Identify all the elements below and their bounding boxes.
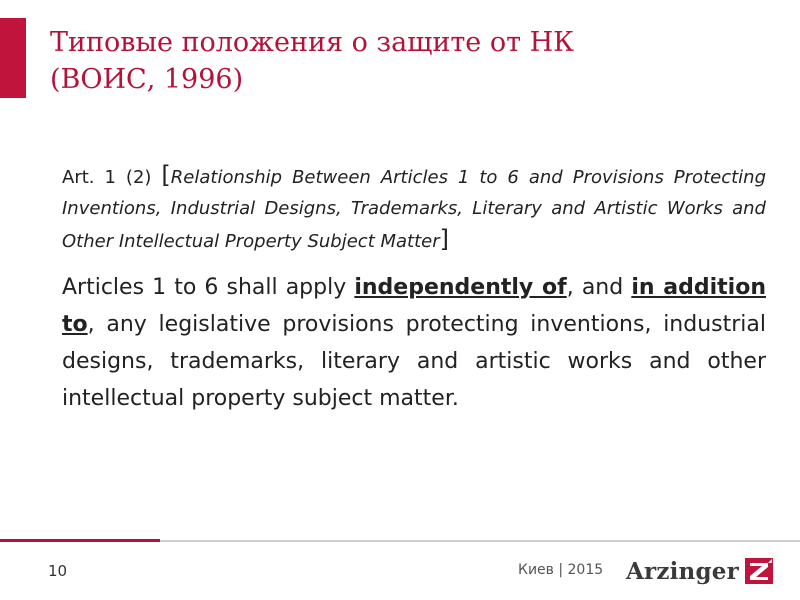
body-text-3: , any legislative provisions protecting inventions, industrial designs, trademarks, literary and artistic works and other intellectual property subject matter. — [62, 312, 766, 411]
bracket-open: [ — [161, 161, 171, 189]
accent-bar — [0, 18, 26, 98]
article-heading — [62, 160, 766, 257]
footer-divider — [160, 540, 800, 542]
article-number: Art. 1 (2) — [62, 167, 162, 188]
highlight-in-addition-to: in addition to — [62, 275, 766, 337]
logo-text: Arzinger — [626, 557, 739, 585]
highlight-independently-of: independently of — [354, 275, 567, 300]
company-logo — [626, 555, 773, 587]
bracket-close: ] — [439, 225, 450, 253]
body-text-2: , and — [566, 275, 632, 300]
article-body — [62, 269, 766, 417]
article-heading-title: Relationship Between Articles 1 to 6 and Provisions Protecting Inventions, Industrial Designs, Trademarks, Literary and Artistic Works and Other Intellectual Property Subject Matter — [62, 167, 766, 252]
footer-divider-accent — [0, 539, 160, 542]
logo-mark-icon — [745, 558, 773, 584]
body-text-1: Articles 1 to 6 shall apply — [62, 275, 355, 300]
slide-title — [50, 24, 770, 98]
slide-content — [62, 160, 766, 417]
page-number: 10 — [48, 562, 68, 580]
title-line-1: Типовые положения о защите от НК — [50, 27, 575, 58]
footer-city-year: Киев | 2015 — [518, 562, 604, 578]
title-line-2: (ВОИС, 1996) — [50, 64, 244, 95]
